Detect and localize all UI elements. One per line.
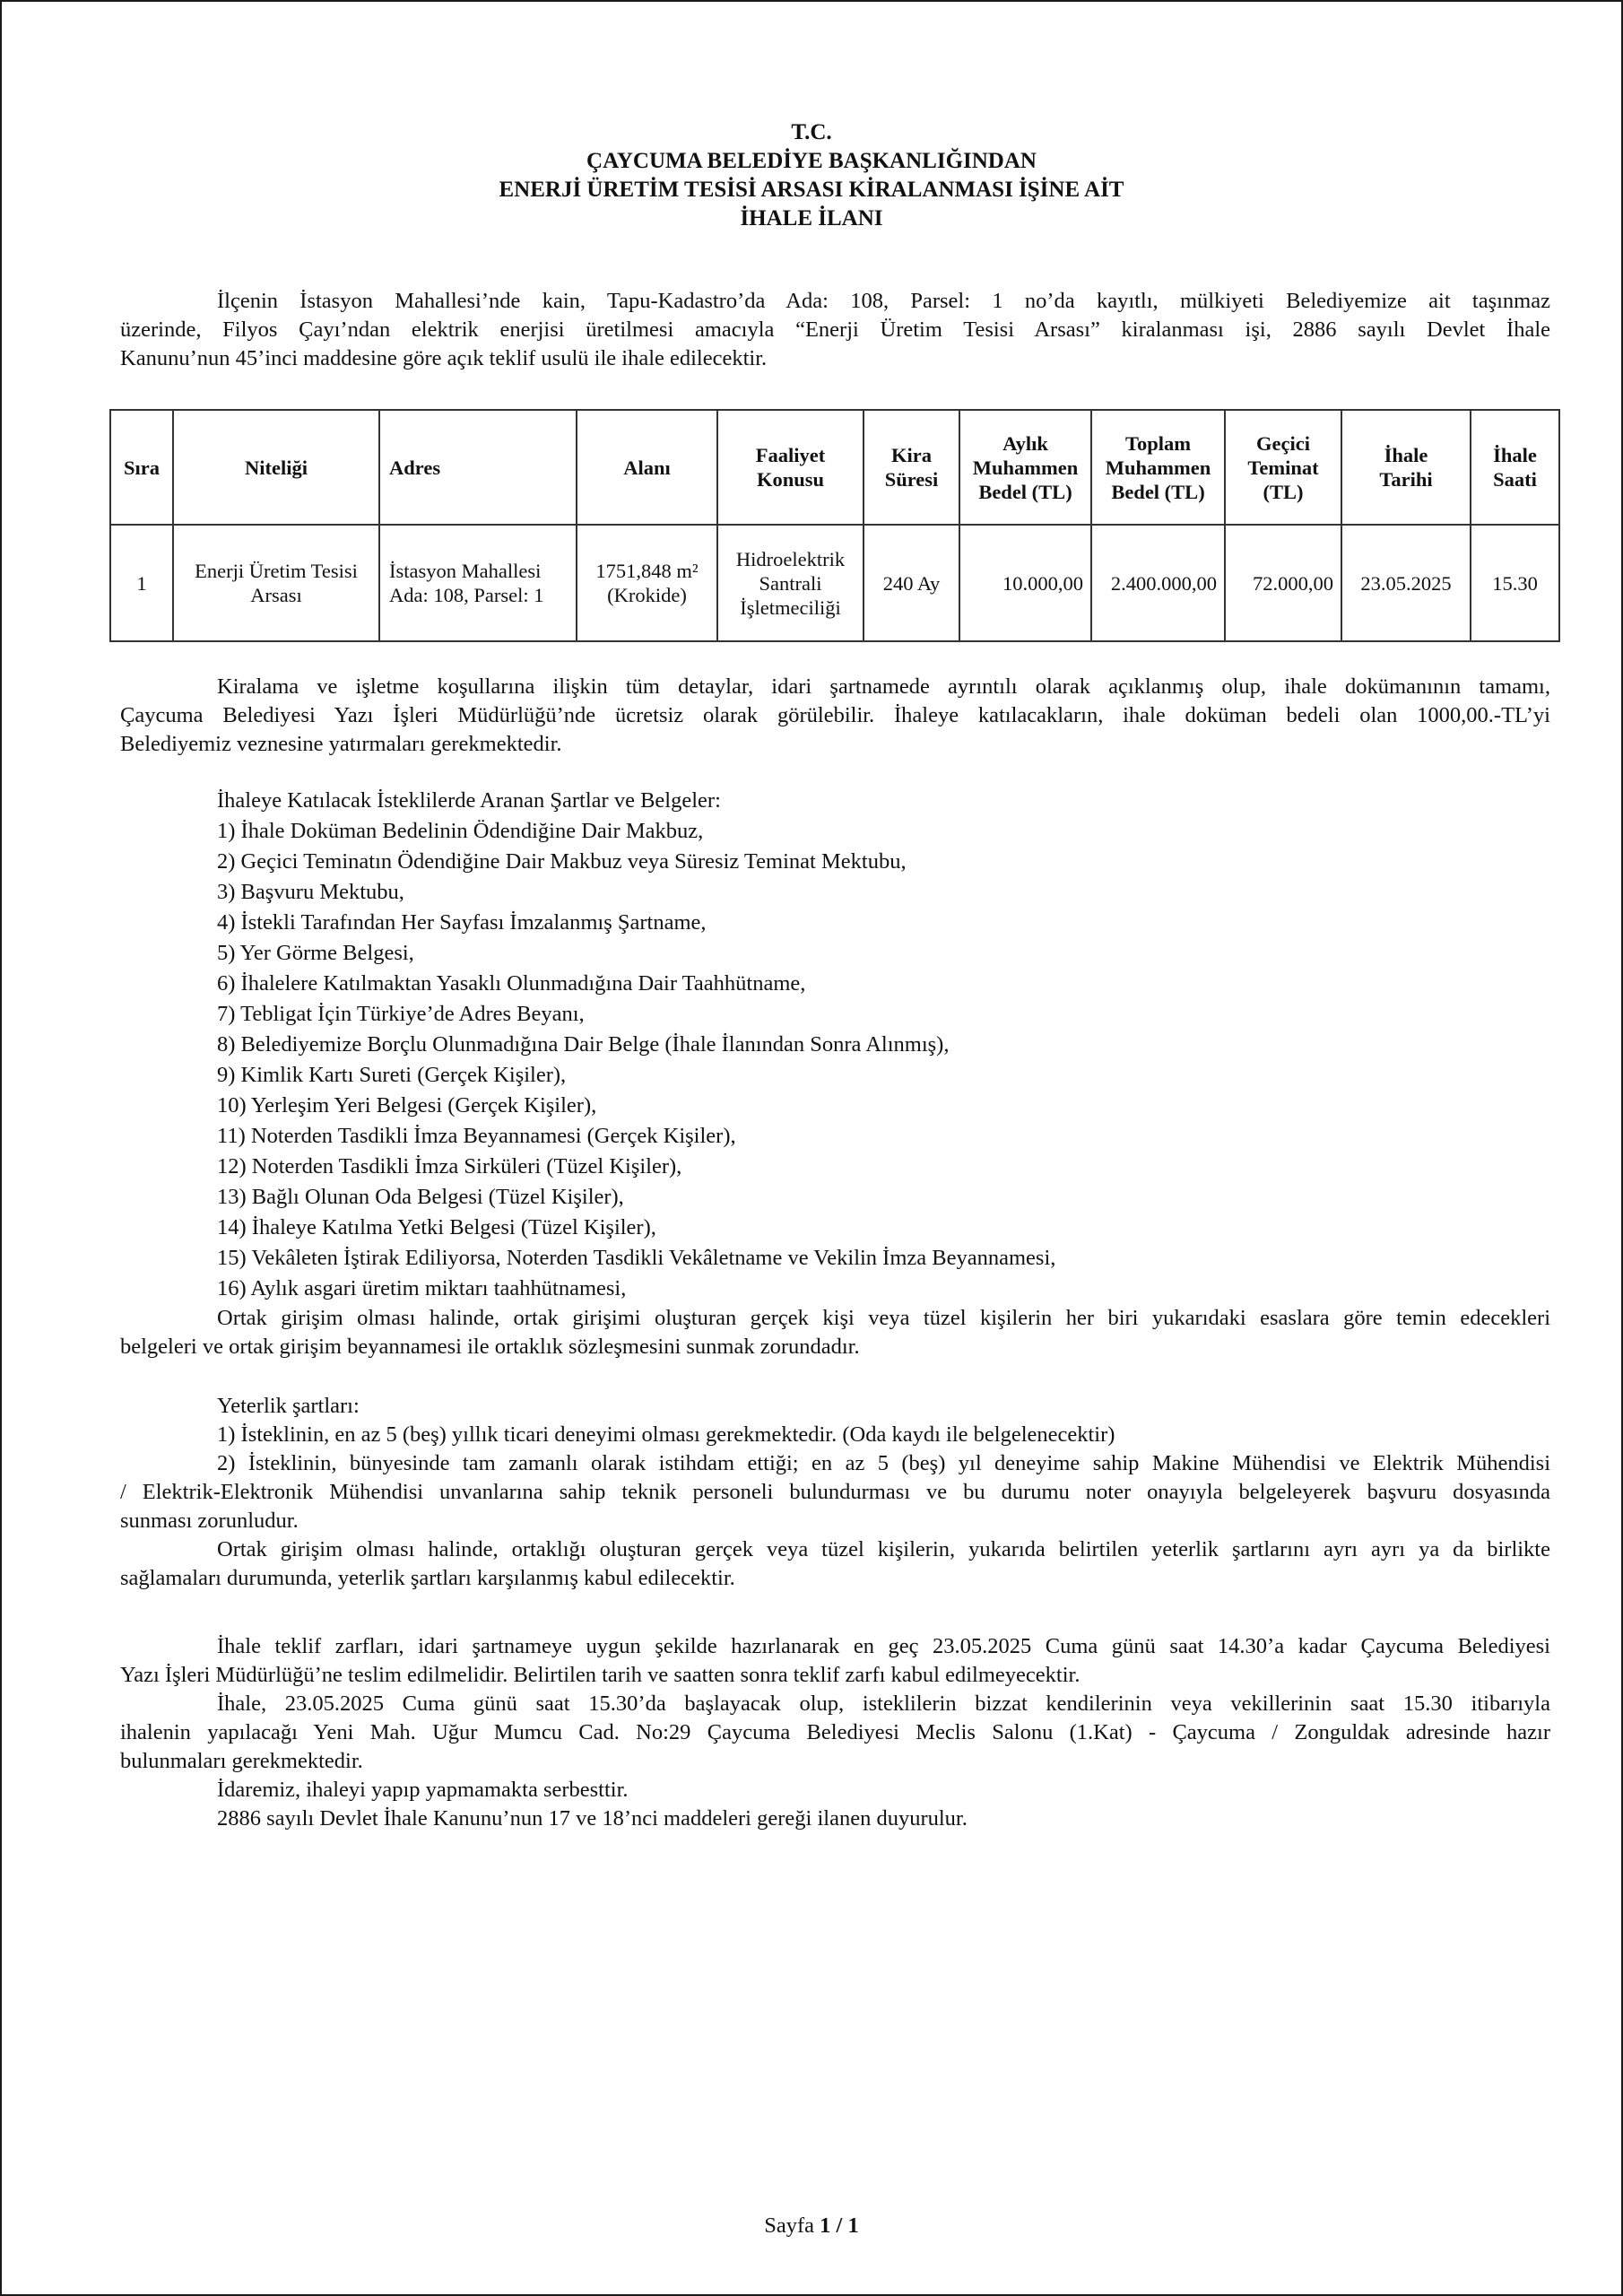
total-pages: 1 [847,2213,859,2238]
yeterlik-item: sunması zorunludur. [120,1509,299,1533]
list-item: 4) İstekli Tarafından Her Sayfası İmzalanmış Şartname, [217,910,707,935]
intro-line: İlçenin İstasyon Mahallesi’nde kain, Tapu-Kadastro’da Ada: 108, Parsel: 1 no’da kayıtlı, mülkiyeti Belediyemize ait taşınmaz [217,289,1550,313]
list-item: 8) Belediyemize Borçlu Olunmadığına Dair Belge (İhale İlanından Sonra Alınmış), [217,1032,950,1057]
list-item: 7) Tebligat İçin Türkiye’de Adres Beyanı, [217,1002,585,1026]
col-header-kira-suresi: Kira Süresi [864,410,959,525]
list-item: 15) Vekâleten İştirak Ediliyorsa, Noterden Tasdikli Vekâletname ve Vekilin İmza Beyannamesi, [217,1246,1056,1270]
current-page: 1 [820,2213,831,2238]
cell-ihale-tarihi: 23.05.2025 [1341,525,1471,641]
list-item: 1) İhale Doküman Bedelinin Ödendiğine Dair Makbuz, [217,819,704,843]
col-header-alani: Alanı [577,410,717,525]
list-item: 3) Başvuru Mektubu, [217,880,404,904]
kiralama-line: Kiralama ve işletme koşullarına ilişkin tüm detaylar, idari şartnamede ayrıntılı olarak açıklanmış olup, ihale dokümanının tamamı, [217,674,1550,699]
col-header-niteligi: Niteliği [173,410,379,525]
requirements-list [217,786,1055,1304]
ortak-girisim-paragraph [120,1304,1550,1361]
list-item: 5) Yer Görme Belgesi, [217,941,414,965]
cell-ihale-saati: 15.30 [1471,525,1559,641]
kiralama-line: Belediyemiz veznesine yatırmaları gerekmektedir. [120,732,562,756]
list-item: 14) İhaleye Katılma Yetki Belgesi (Tüzel Kişiler), [217,1215,656,1239]
tender-table [109,409,1560,642]
cell-adres: İstasyon Mahallesi Ada: 108, Parsel: 1 [379,525,577,641]
col-header-ihale-tarihi: İhale Tarihi [1341,410,1471,525]
yeterlik-title: Yeterlik şartları: [217,1394,360,1418]
list-item: 6) İhalelere Katılmaktan Yasaklı Olunmadığına Dair Taahhütname, [217,971,806,996]
yeterlik-item: / Elektrik-Elektronik Mühendisi unvanlarına sahip teknik personeli bulundurması ve bu durumu noter onayıyla belgeleyerek başvuru dosyasında [120,1480,1550,1504]
teklif-line: İhale teklif zarfları, idari şartnameye uygun şekilde hazırlanarak en geç 23.05.2025 Cuma günü saat 14.30’a kadar Çaycuma Belediyesi [217,1634,1550,1658]
ihale-line: ihalenin yapılacağı Yeni Mah. Uğur Mumcu Cad. No:29 Çaycuma Belediyesi Meclis Salonu (1.Kat) - Çaycuma / Zonguldak adresinde hazır [120,1720,1550,1744]
cell-gecici-teminat: 72.000,00 [1225,525,1341,641]
cell-kira-suresi: 240 Ay [864,525,959,641]
yeterlik-ortak: Ortak girişim olması halinde, ortaklığı oluşturan gerçek veya tüzel kişilerin, yukarıda belirtilen yeterlik şartlarını ayrı ayrı ya da birlikte [217,1537,1550,1561]
col-header-sira: Sıra [110,410,173,525]
list-item: 12) Noterden Tasdikli İmza Sirküleri (Tüzel Kişiler), [217,1154,682,1178]
col-header-gecici-teminat: Geçici Teminat (TL) [1225,410,1341,525]
ortak-line: belgeleri ve ortak girişim beyannamesi ile ortaklık sözleşmesini sunmak zorundadır. [120,1335,860,1359]
intro-line: üzerinde, Filyos Çayı’ndan elektrik enerjisi üretilmesi amacıyla “Enerji Üretim Tesisi Arsası” kiralanması işi, 2886 sayılı Devlet İhale [120,317,1550,342]
col-header-faaliyet: Faaliyet Konusu [717,410,864,525]
ortak-line: Ortak girişim olması halinde, ortak girişimi oluşturan gerçek kişi veya tüzel kişilerin her biri yukarıdaki esaslara göre temin edecekleri [217,1306,1550,1330]
kanun-line: 2886 sayılı Devlet İhale Kanunu’nun 17 ve 18’nci maddeleri gereği ilanen duyurulur. [217,1806,968,1831]
col-header-toplam-bedel: Toplam Muhammen Bedel (TL) [1091,410,1225,525]
teklif-line: Yazı İşleri Müdürlüğü’ne teslim edilmelidir. Belirtilen tarih ve saatten sonra teklif zarfı kabul edilmeyecektir. [120,1663,1081,1687]
table-row [110,525,1559,641]
closing-section [120,1632,1550,1833]
yeterlik-ortak: sağlamaları durumunda, yeterlik şartları karşılanmış kabul edilecektir. [120,1566,735,1590]
table-header-row [110,410,1559,525]
header-subject: ENERJİ ÜRETİM TESİSİ ARSASI KİRALANMASI İŞİNE AİT [499,178,1124,202]
ihale-line: İhale, 23.05.2025 Cuma günü saat 15.30’da başlayacak olup, isteklilerin bizzat kendilerinin veya vekillerinin saat 15.30 itibarıyla [217,1692,1550,1716]
cell-niteligi: Enerji Üretim Tesisi Arsası [173,525,379,641]
cell-toplam-bedel: 2.400.000,00 [1091,525,1225,641]
document-header [2,118,1621,233]
header-institution: ÇAYCUMA BELEDİYE BAŞKANLIĞINDAN [586,149,1037,173]
ihale-line: bulunmaları gerekmektedir. [120,1749,363,1773]
list-item: 11) Noterden Tasdikli İmza Beyannamesi (Gerçek Kişiler), [217,1124,736,1148]
cell-alani: 1751,848 m² (Krokide) [577,525,717,641]
cell-faaliyet: Hidroelektrik Santrali İşletmeciliği [717,525,864,641]
col-header-adres: Adres [379,410,577,525]
page-separator: / [836,2213,843,2238]
page-footer [2,2213,1621,2239]
kiralama-paragraph [120,673,1550,759]
list-item: 2) Geçici Teminatın Ödendiğine Dair Makbuz veya Süresiz Teminat Mektubu, [217,849,907,874]
idaremiz-line: İdaremiz, ihaleyi yapıp yapmamakta serbesttir. [217,1778,629,1802]
col-header-aylik-bedel: Aylık Muhammen Bedel (TL) [959,410,1091,525]
list-item: 13) Bağlı Olunan Oda Belgesi (Tüzel Kişiler), [217,1185,624,1209]
yeterlik-item: 1) İsteklinin, en az 5 (beş) yıllık ticari deneyimi olması gerekmektedir. (Oda kaydı ile belgelenecektir) [217,1422,1115,1447]
col-header-ihale-saati: İhale Saati [1471,410,1559,525]
yeterlik-item: 2) İsteklinin, bünyesinde tam zamanlı olarak istihdam ettiği; en az 5 (beş) yıl deneyime sahip Makine Mühendisi ve Elektrik Mühendisi [217,1451,1550,1475]
list-item: 9) Kimlik Kartı Sureti (Gerçek Kişiler), [217,1063,567,1087]
list-item: 16) Aylık asgari üretim miktarı taahhütnamesi, [217,1276,627,1300]
page-label: Sayfa [764,2213,815,2238]
kiralama-line: Çaycuma Belediyesi Yazı İşleri Müdürlüğü’nde ücretsiz olarak görülebilir. İhaleye katılacakların, ihale doküman bedeli olan 1000,00.-TL’yi [120,703,1550,727]
list-item: 10) Yerleşim Yeri Belgesi (Gerçek Kişiler), [217,1093,597,1118]
header-title: İHALE İLANI [740,206,883,230]
cell-sira: 1 [110,525,173,641]
requirements-title: İhaleye Katılacak İsteklilerde Aranan Şartlar ve Belgeler: [217,788,721,813]
cell-aylik-bedel: 10.000,00 [959,525,1091,641]
intro-paragraph [120,287,1550,373]
intro-line: Kanunu’nun 45’inci maddesine göre açık teklif usulü ile ihale edilecektir. [120,346,768,370]
yeterlik-section [120,1392,1550,1593]
header-tc: T.C. [791,120,832,144]
